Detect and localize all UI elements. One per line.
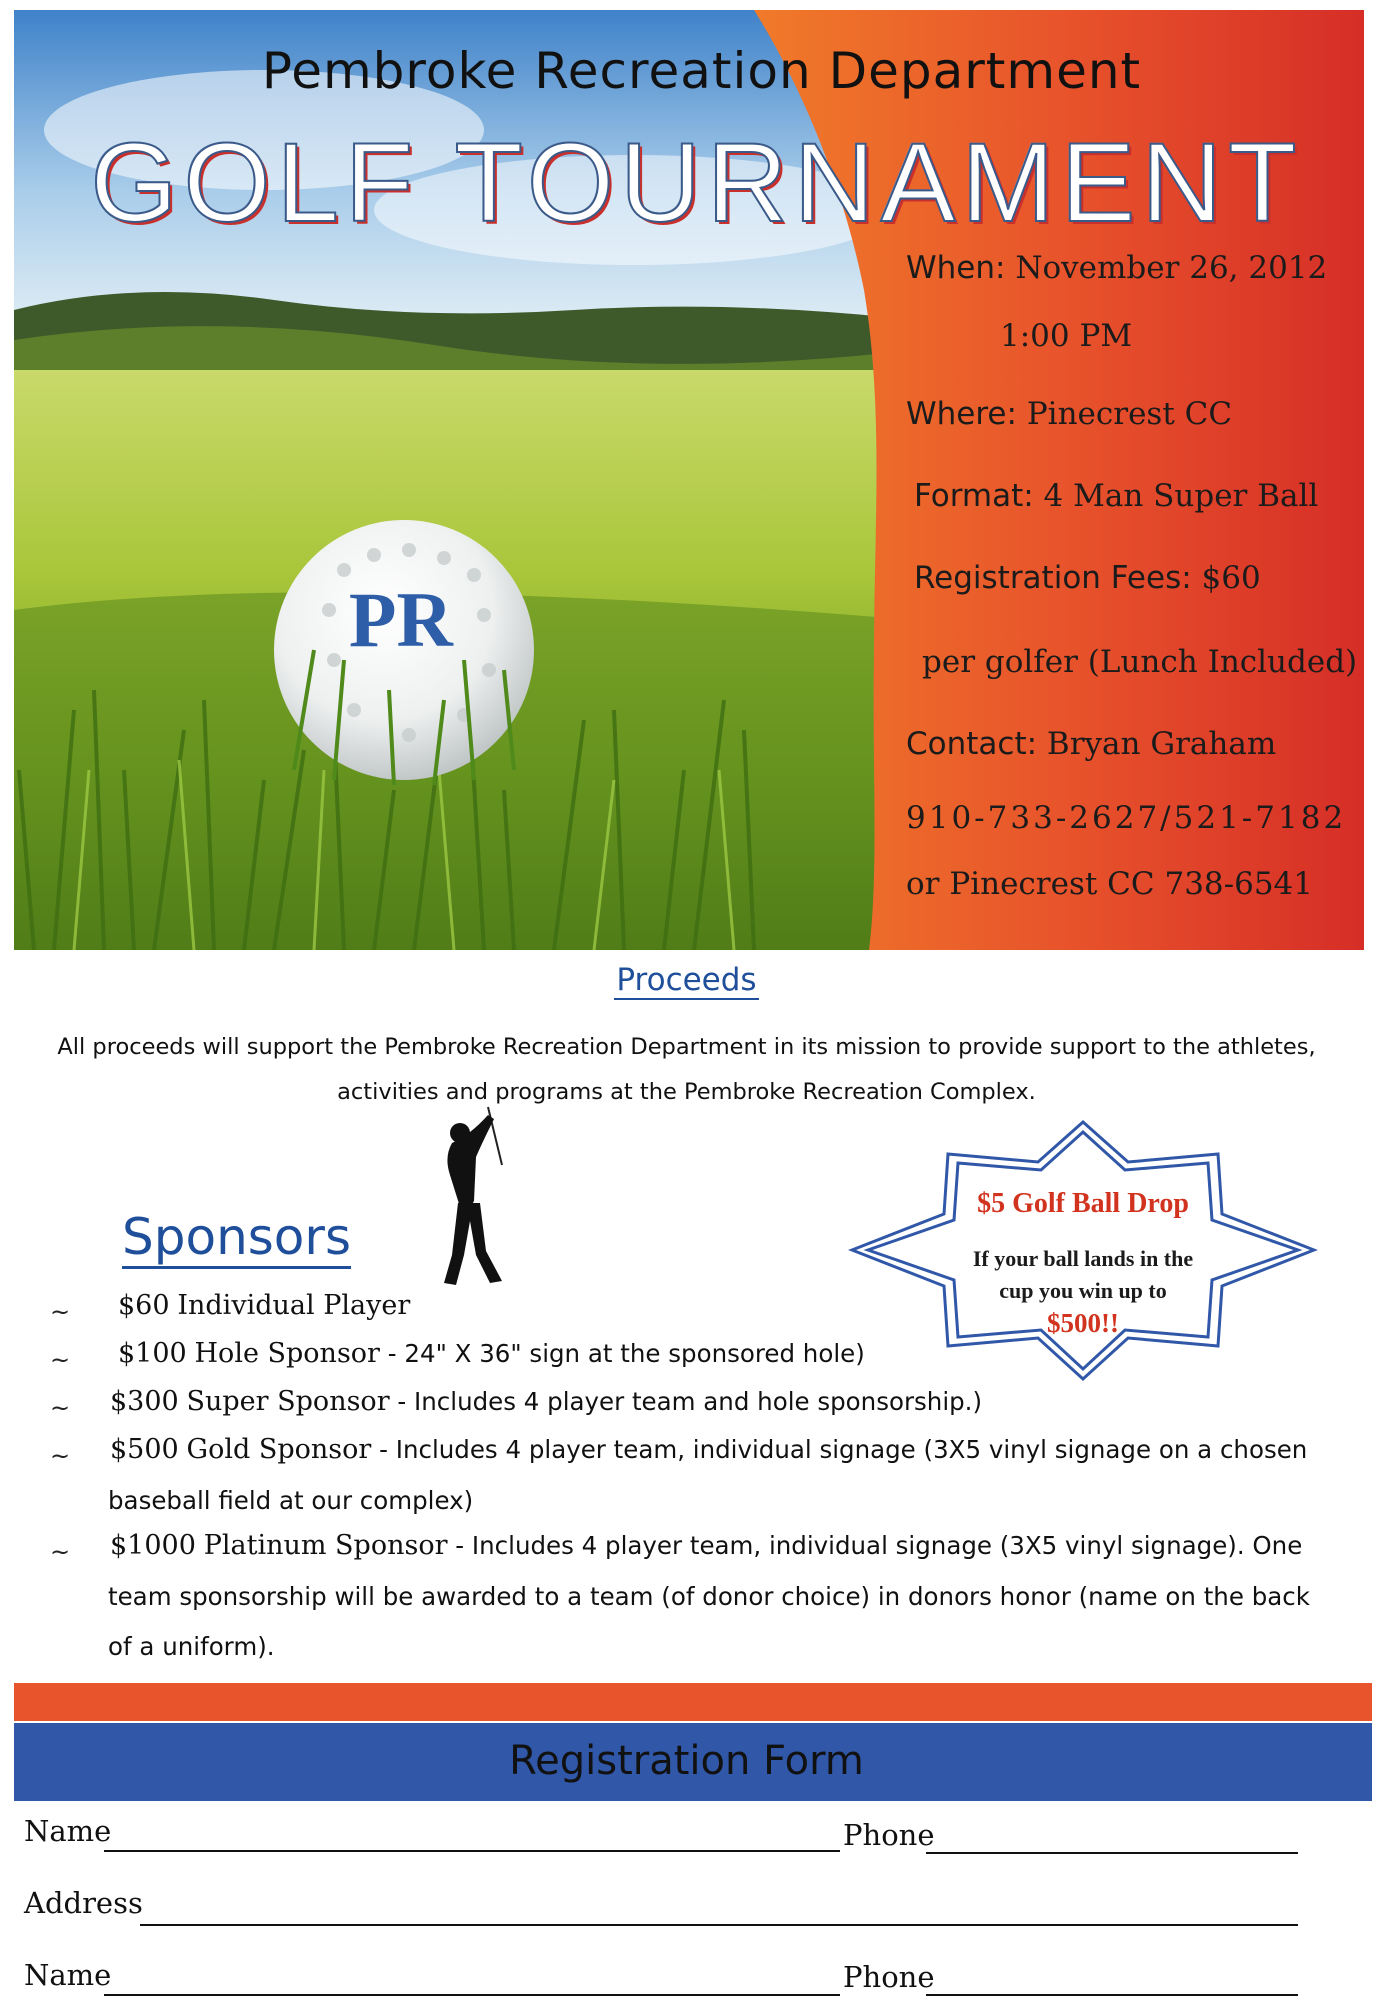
tier-desc: - Includes 4 player team, individual signage (3X5 vinyl signage). One: [455, 1531, 1303, 1560]
when-label: When:: [906, 250, 1006, 286]
proceeds-text: [20, 1025, 1353, 1115]
bullet-4: ~: [50, 1442, 71, 1470]
bullet-3: ~: [50, 1394, 71, 1422]
ball-drop-text: [938, 1243, 1228, 1307]
registration-title: Registration Form: [509, 1738, 864, 1784]
sponsors-heading: [122, 1208, 351, 1266]
golfer-silhouette-icon: [430, 1105, 540, 1295]
ball-drop-amount: $500!!: [1047, 1308, 1119, 1338]
tier-price: $1000: [110, 1530, 196, 1561]
contact-alt-phone: 738-6541: [1164, 866, 1314, 902]
tier-price: $500: [110, 1434, 179, 1465]
contact-name: Bryan Graham: [1046, 726, 1277, 762]
tier-desc: - 24" X 36" sign at the sponsored hole): [387, 1339, 865, 1368]
when-row: [906, 250, 1346, 286]
tier-name: Super Sponsor: [186, 1386, 390, 1417]
address-label: Address: [24, 1886, 143, 1920]
pr-logo: [344, 570, 474, 670]
platinum-continuation-2: of a uniform).: [108, 1632, 275, 1661]
format-row: [914, 478, 1354, 514]
tier-name: Gold Sponsor: [186, 1434, 372, 1465]
proceeds-heading: [0, 962, 1373, 998]
platinum-continuation-1: team sponsorship will be awarded to a team (of donor choice) in donors honor (name on the back: [108, 1582, 1310, 1611]
tier-name: Hole Sponsor: [194, 1338, 380, 1369]
sponsor-tier-hole: [118, 1338, 865, 1369]
name-label-2: Name: [24, 1958, 112, 1992]
bullet-1: ~: [50, 1298, 71, 1326]
fees-label: Registration Fees:: [914, 560, 1192, 596]
where-value: Pinecrest CC: [1026, 396, 1233, 432]
tier-price: $300: [110, 1386, 179, 1417]
tier-name: Platinum Sponsor: [203, 1530, 448, 1561]
department-title: Pembroke Recreation Department: [261, 42, 1142, 100]
format-value: 4 Man Super Ball: [1043, 478, 1319, 514]
fees-row: [914, 560, 1354, 596]
orange-divider-band: [14, 1683, 1372, 1721]
phone-field-2[interactable]: [926, 1994, 1298, 1996]
tier-price: $100: [118, 1338, 187, 1369]
name-field-1[interactable]: [104, 1850, 840, 1852]
sponsors-heading-text: Sponsors: [122, 1208, 351, 1269]
phone-label-2: Phone: [843, 1960, 935, 1994]
address-field[interactable]: [140, 1924, 1298, 1926]
name-field-2[interactable]: [104, 1994, 840, 1996]
phone-label-1: Phone: [843, 1818, 935, 1852]
ball-drop-line-2: cup you win up to: [999, 1278, 1167, 1303]
ball-drop-title: $5 Golf Ball Drop: [977, 1188, 1189, 1219]
fees-value: $60: [1201, 560, 1261, 596]
sponsor-tier-individual: [118, 1290, 410, 1321]
name-label-1: Name: [24, 1814, 112, 1848]
sponsor-tier-platinum: [110, 1530, 1302, 1561]
format-label: Format:: [914, 478, 1034, 514]
ball-drop-line-1: If your ball lands in the: [972, 1246, 1194, 1271]
tier-desc: - Includes 4 player team and hole sponsorship.): [397, 1387, 983, 1416]
event-title: GOLF TOURNAMENT: [90, 120, 1303, 245]
proceeds-line-2: activities and programs at the Pembroke Recreation Complex.: [337, 1079, 1036, 1105]
bullet-5: ~: [50, 1538, 71, 1566]
fees-note: per golfer (Lunch Included): [922, 644, 1358, 680]
gold-continuation: baseball field at our complex): [108, 1486, 474, 1515]
bullet-2: ~: [50, 1346, 71, 1374]
proceeds-line-1: All proceeds will support the Pembroke Recreation Department in its mission to provide support to the athletes,: [57, 1034, 1316, 1060]
contact-phones: 910-733-2627/521-7182: [906, 800, 1347, 836]
contact-label: Contact:: [906, 726, 1038, 762]
tier-price: $60: [118, 1290, 170, 1321]
when-date: November 26, 2012: [1015, 250, 1328, 286]
where-label: Where:: [906, 396, 1017, 432]
contact-row: [906, 726, 1346, 762]
where-row: [906, 396, 1346, 432]
tier-desc: - Includes 4 player team, individual signage (3X5 vinyl signage on a chosen: [379, 1435, 1308, 1464]
phone-field-1[interactable]: [926, 1852, 1298, 1854]
sponsor-tier-gold: [110, 1434, 1307, 1465]
contact-alt-prefix: or Pinecrest CC: [906, 866, 1155, 902]
proceeds-heading-text: Proceeds: [616, 962, 757, 998]
contact-alt-row: [906, 866, 1346, 902]
sponsor-tier-super: [110, 1386, 982, 1417]
when-time: 1:00 PM: [1000, 318, 1133, 354]
logo-text: PR: [348, 576, 453, 663]
tier-name: Individual Player: [177, 1290, 411, 1321]
